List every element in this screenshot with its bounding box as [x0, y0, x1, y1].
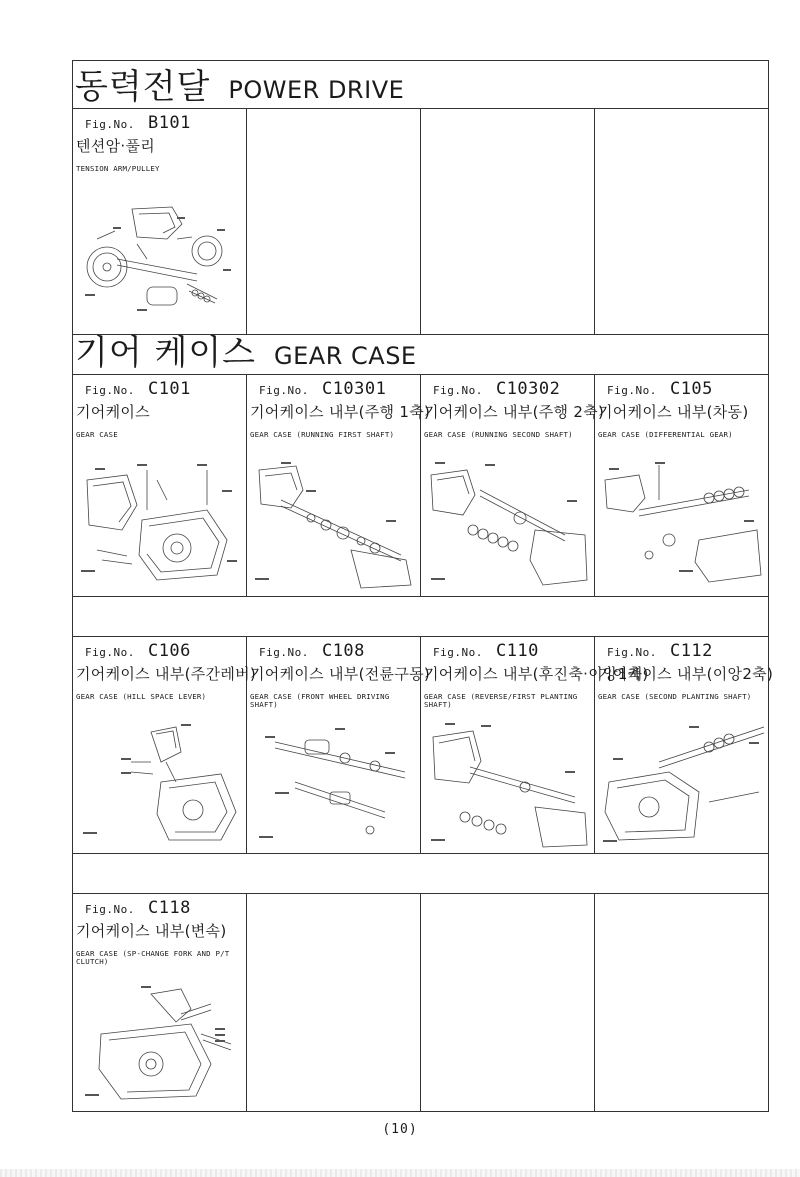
fig-title-en: TENSION ARM/PULLEY [76, 164, 160, 173]
fig-code: C101 [147, 379, 191, 399]
figure-cell-c110[interactable] [421, 637, 649, 853]
section-title-ko: 동력전달 [75, 67, 211, 107]
fig-code: C105 [669, 379, 713, 399]
fig-no-label: Fig.No. [85, 118, 135, 131]
fig-title-en: GEAR CASE (HILL SPACE LEVER) [76, 692, 207, 701]
figure-cell-c101[interactable] [73, 375, 247, 596]
figure-row-1 [73, 109, 768, 335]
exploded-diagram-thumbnail [255, 722, 415, 847]
fig-code: C118 [147, 898, 191, 918]
empty-cell [247, 894, 421, 1112]
fig-title-ko: 기어케이스 내부(변속) [76, 922, 227, 940]
section-title-en: POWER DRIVE [228, 76, 405, 104]
index-frame [72, 60, 774, 1112]
fig-code: C108 [321, 641, 365, 661]
empty-cell [421, 894, 595, 1112]
spacer-row [73, 854, 768, 894]
section-title-en: GEAR CASE [274, 342, 417, 370]
figure-cell-c105[interactable] [595, 375, 768, 596]
fig-title-ko: 기어케이스 내부(이앙2축) [598, 665, 774, 683]
fig-title-ko: 기어케이스 내부(전륜구동) [250, 665, 431, 683]
figure-row-2 [73, 375, 768, 597]
fig-code: C10302 [495, 379, 561, 399]
figure-cell-c112[interactable] [595, 637, 774, 853]
empty-cell [595, 894, 768, 1112]
figure-cell-b101[interactable] [73, 109, 247, 334]
fig-title-en: GEAR CASE [76, 430, 118, 439]
figure-cell-c106[interactable] [73, 637, 257, 853]
fig-title-ko: 기어케이스 내부(후진축·이앙1축) [424, 665, 649, 683]
fig-title-en: GEAR CASE (FRONT WHEEL DRIVING SHAFT) [250, 692, 390, 709]
fig-title-ko: 텐션암·풀리 [76, 137, 156, 155]
exploded-diagram-thumbnail [77, 199, 237, 319]
fig-code: C106 [147, 641, 191, 661]
fig-title-en: GEAR CASE (SECOND PLANTING SHAFT) [598, 692, 752, 701]
fig-no-label: Fig.No. [85, 903, 135, 916]
exploded-diagram-thumbnail [81, 984, 241, 1106]
fig-title-ko: 기어케이스 [76, 403, 150, 421]
section-header-power-drive [73, 61, 768, 109]
spacer-row [73, 597, 768, 637]
figure-row-3 [73, 637, 774, 854]
fig-no-label: Fig.No. [85, 646, 135, 659]
figure-cell-c10301[interactable] [247, 375, 431, 596]
fig-no-label: Fig.No. [259, 646, 309, 659]
scan-edge [0, 1169, 800, 1177]
fig-title-en: GEAR CASE (REVERSE/FIRST PLANTING SHAFT) [424, 692, 578, 709]
fig-title-en: GEAR CASE (RUNNING SECOND SHAFT) [424, 430, 573, 439]
figure-cell-c108[interactable] [247, 637, 431, 853]
empty-cell [595, 109, 768, 334]
fig-title-en: GEAR CASE (DIFFERENTIAL GEAR) [598, 430, 733, 439]
fig-no-label: Fig.No. [607, 646, 657, 659]
fig-title-ko: 기어케이스 내부(차동) [598, 403, 749, 421]
fig-no-label: Fig.No. [433, 646, 483, 659]
exploded-diagram-thumbnail [77, 460, 242, 590]
figure-row-4 [73, 894, 768, 1112]
figure-cell-c118[interactable] [73, 894, 247, 1112]
fig-no-label: Fig.No. [433, 384, 483, 397]
fig-code: B101 [147, 113, 191, 133]
exploded-diagram-thumbnail [425, 460, 590, 590]
fig-title-ko: 기어케이스 내부(주행 2축) [424, 403, 605, 421]
exploded-diagram-thumbnail [251, 460, 416, 590]
exploded-diagram-thumbnail [599, 460, 764, 590]
exploded-diagram-thumbnail [599, 722, 764, 847]
fig-title-en: GEAR CASE (SP-CHANGE FORK AND P/T CLUTCH) [76, 949, 230, 966]
empty-cell [421, 109, 595, 334]
exploded-diagram-thumbnail [425, 717, 590, 849]
fig-no-label: Fig.No. [607, 384, 657, 397]
fig-code: C112 [669, 641, 713, 661]
fig-title-ko: 기어케이스 내부(주행 1축) [250, 403, 431, 421]
fig-no-label: Fig.No. [85, 384, 135, 397]
section-header-gear-case [73, 335, 768, 375]
section-title-ko: 기어 케이스 [75, 333, 257, 373]
fig-no-label: Fig.No. [259, 384, 309, 397]
fig-title-en: GEAR CASE (RUNNING FIRST SHAFT) [250, 430, 395, 439]
exploded-diagram-thumbnail [81, 722, 241, 847]
page-number: (10) [382, 1122, 418, 1137]
empty-cell [247, 109, 421, 334]
fig-title-ko: 기어케이스 내부(주간레버) [76, 665, 257, 683]
fig-code: C10301 [321, 379, 387, 399]
figure-cell-c10302[interactable] [421, 375, 605, 596]
fig-code: C110 [495, 641, 539, 661]
